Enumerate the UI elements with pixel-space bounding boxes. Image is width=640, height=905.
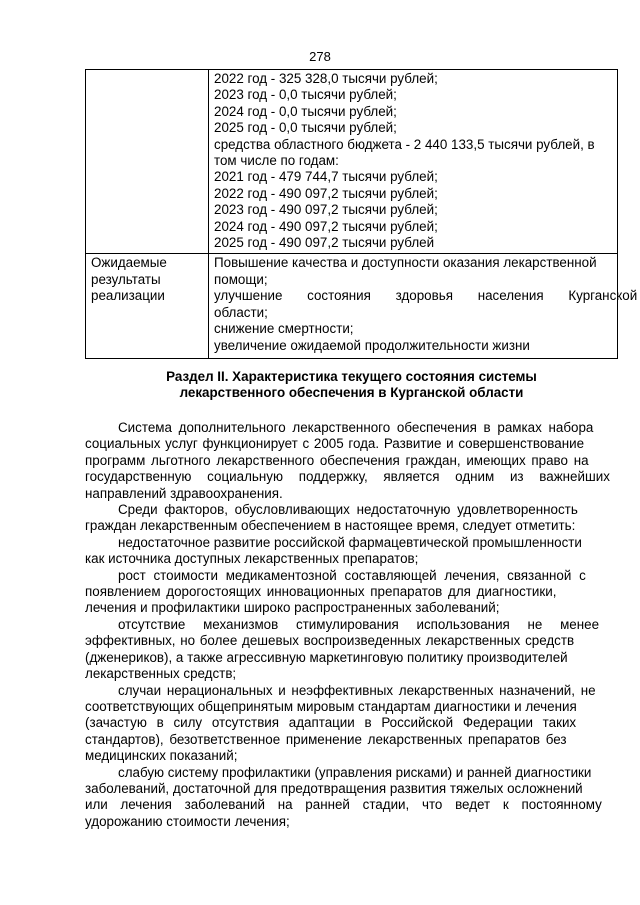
table-cell-results-label xyxy=(86,254,209,358)
results-label-line: реализации xyxy=(91,288,165,304)
body-line: появлением дорогостоящих инновационных препаратов для диагностики, xyxy=(85,584,557,600)
body-line: государственную социальную поддержку, является одним из важнейших xyxy=(85,469,610,485)
program-passport-table xyxy=(85,69,638,359)
body-line: заболеваний, достаточной для предотвращения развития тяжелых осложнений xyxy=(85,780,583,796)
body-line: граждан лекарственным обеспечением в настоящее время, следует отметить: xyxy=(85,518,576,534)
body-line: недостаточное развитие российской фармацевтической промышленности xyxy=(118,534,582,550)
body-line: случаи нерациональных и неэффективных лекарственных назначений, не xyxy=(118,682,596,698)
body-line: медицинских показаний; xyxy=(85,748,238,764)
results-line: Повышение качества и доступности оказания лекарственной xyxy=(214,255,597,271)
body-line: социальных услуг функционирует с 2005 года. Развитие и совершенствование xyxy=(85,436,585,452)
financing-line: 2023 год - 0,0 тысячи рублей; xyxy=(214,87,397,103)
financing-line: 2025 год - 0,0 тысячи рублей; xyxy=(214,120,397,136)
body-line: программ льготного лекарственного обеспечения граждан, имеющих право на xyxy=(85,452,589,468)
results-line: увеличение ожидаемой продолжительности жизни xyxy=(214,337,530,353)
body-line: (зачастую в силу отсутствия адаптации в Российской Федерации таких xyxy=(85,715,577,731)
body-text xyxy=(85,420,618,830)
table-cell-results xyxy=(209,254,638,358)
body-line: Среди факторов, обусловливающих недостаточную удовлетворенность xyxy=(118,502,578,518)
body-line: (дженериков), а также агрессивную маркетинговую политику производителей xyxy=(85,649,568,665)
body-line: слабую систему профилактики (управления рисками) и ранней диагностики xyxy=(118,764,592,780)
section-heading-line: лекарственного обеспечения в Курганской области xyxy=(179,385,524,401)
section-heading-line: Раздел II. Характеристика текущего состояния системы xyxy=(166,369,537,384)
financing-line: 2022 год - 490 097,2 тысячи рублей; xyxy=(214,185,438,201)
financing-line: 2022 год - 325 328,0 тысячи рублей; xyxy=(214,71,438,86)
body-line: эффективных, но более дешевых воспроизведенных лекарственных средств xyxy=(85,633,575,649)
body-line: лечения и профилактики широко распространенных заболеваний; xyxy=(85,600,500,616)
body-line: рост стоимости медикаментозной составляющей лечения, связанной с xyxy=(118,567,586,583)
section-heading xyxy=(85,369,618,402)
table-row-financing xyxy=(86,70,618,254)
financing-line: том числе по годам: xyxy=(214,153,339,169)
body-line: лекарственных средств; xyxy=(85,666,237,682)
results-line: улучшение состояния здоровья населения Курганской xyxy=(214,288,638,304)
body-line: стандартов), безответственное применение лекарственных препаратов без xyxy=(85,731,567,747)
table-cell-empty-label xyxy=(86,70,209,254)
page-number: 278 xyxy=(309,49,331,64)
results-line: области; xyxy=(214,304,268,320)
financing-line: средства областного бюджета - 2 440 133,5 тысячи рублей, в xyxy=(214,136,595,152)
table-row-results xyxy=(86,254,618,358)
results-label-line: результаты xyxy=(91,271,161,287)
body-line: удорожанию стоимости лечения; xyxy=(85,813,290,829)
financing-line: 2025 год - 490 097,2 тысячи рублей xyxy=(214,235,435,251)
body-line: как источника доступных лекарственных препаратов; xyxy=(85,551,419,567)
financing-line: 2024 год - 490 097,2 тысячи рублей; xyxy=(214,218,438,234)
results-line: снижение смертности; xyxy=(214,321,354,337)
financing-line: 2021 год - 479 744,7 тысячи рублей; xyxy=(214,169,438,185)
body-line: отсутствие механизмов стимулирования использования не менее xyxy=(118,616,600,632)
body-line: направлений здравоохранения. xyxy=(85,485,283,501)
body-line: соответствующих общепринятым мировым стандартам диагностики и лечения xyxy=(85,698,577,714)
financing-line: 2024 год - 0,0 тысячи рублей; xyxy=(214,103,397,119)
table-cell-financing xyxy=(209,70,618,254)
results-label-line: Ожидаемые xyxy=(91,255,167,271)
financing-line: 2023 год - 490 097,2 тысячи рублей; xyxy=(214,202,438,218)
body-line: Система дополнительного лекарственного обеспечения в рамках набора xyxy=(118,420,594,435)
body-line: или лечения заболеваний на ранней стадии, что ведет к постоянному xyxy=(85,797,602,813)
results-line: помощи; xyxy=(214,271,268,287)
